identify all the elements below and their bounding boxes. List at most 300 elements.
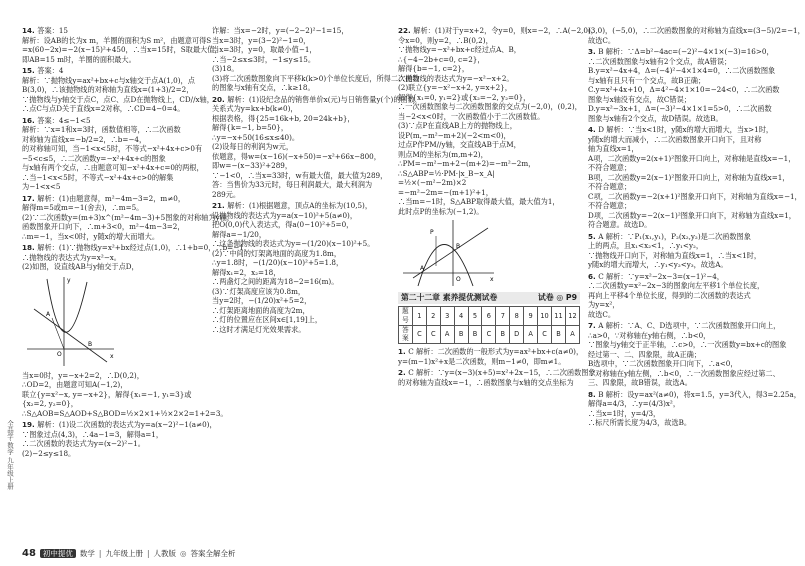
answer-line: [22, 116, 200, 126]
question-number: 2.: [398, 368, 409, 378]
answer-line: [398, 357, 580, 367]
answer-text: =−m²−2m=−(m+1)²+1，: [398, 187, 493, 197]
answer-line: [22, 173, 200, 183]
answer-line: [212, 36, 392, 46]
answer-line: [588, 291, 782, 301]
answer-text: 故选C。: [588, 35, 616, 45]
answer-line: [22, 26, 200, 36]
answer-line: [398, 197, 580, 207]
answer-line: [398, 140, 580, 150]
answer-text: 上的两点，且x₁<x₂<1，∴y₁<y₂，: [588, 241, 704, 250]
answer-text: (2)设每日的利润为w元，: [212, 142, 294, 151]
answer-table-cell: 答案: [399, 325, 413, 343]
answer-line: [22, 104, 200, 114]
answer-text: ∴灯架距离地面的高度为2m，: [212, 305, 310, 315]
answer-line: [22, 203, 200, 213]
answer-text: ∴S△ABP=½·PM·|x_B−x_A|: [398, 168, 495, 178]
answer-text: 把O(0,0)代入表达式，得a(0−10)²+5=0，: [212, 220, 354, 229]
answer-line: [22, 194, 200, 204]
answer-item: [22, 420, 217, 458]
footer-separator: |: [98, 548, 102, 558]
answer-text: ∴a>0，∵对称轴在y轴右侧，∴b<0，: [588, 330, 711, 340]
svg-text:A: A: [46, 310, 51, 318]
svg-text:x: x: [110, 352, 114, 360]
answer-line: [212, 26, 392, 36]
answer-text: 根据表格，得{25=16k+b, 20=24k+b}，: [212, 113, 355, 123]
answer-line: [22, 439, 200, 449]
answer-text: ∵对称轴在y轴左侧，∴b<0，∴一次函数图象应经过第二、: [588, 368, 780, 378]
answer-item: [588, 26, 805, 45]
answer-line: [22, 390, 200, 400]
answer-line: [22, 420, 217, 430]
answer-line: [22, 212, 234, 223]
answer-line: [212, 161, 392, 171]
answer-text: 答案：4: [37, 66, 64, 75]
question-number: 5.: [588, 231, 599, 241]
answer-text: ∴二次函数图象与x轴有2个交点，故A错误；: [588, 56, 732, 66]
answer-text: ∴y=1.8时，−(1/20)(x−10)²+5=1.8，: [212, 258, 344, 267]
answer-table-cell: 1: [412, 307, 426, 325]
answer-text: 解析：(1)设二次函数的表达式为y=a(x−2)²−1(a≠0)，: [37, 420, 217, 429]
answer-line: [398, 26, 598, 36]
answer-line: [588, 153, 796, 164]
footer-separator: ◎: [179, 548, 187, 558]
answer-table-cell: 11: [552, 307, 566, 325]
answer-line: [212, 296, 392, 306]
answer-item: [22, 370, 228, 419]
question-number: 18.: [22, 243, 38, 252]
answer-text: 再向上平移4个单位长度，得到的二次函数的表达式: [588, 290, 751, 300]
answer-text: ∴当x=1时，y=4/3，: [588, 408, 661, 418]
answer-text: ∴点C与点D关于直线x=2对称，∴CD=4−0=4。: [22, 104, 185, 113]
answer-text: D项，二次函数y=−2(x−1)²图象开口向下，对称轴为直线x=1，: [588, 210, 796, 220]
answer-line: [398, 169, 580, 179]
answer-text: 答：当售价为33元时，每日利润最大，最大利润为: [212, 180, 373, 189]
answer-line: [212, 171, 392, 181]
answer-line: [588, 144, 782, 154]
answer-item: [588, 321, 787, 388]
footer-separator: |: [146, 548, 150, 558]
parabola-figure-22: [398, 218, 580, 288]
question-number: 4.: [588, 125, 599, 134]
answer-text: 过点P作PM//y轴，交直线AB于点M，: [398, 140, 521, 149]
answer-line: [588, 172, 790, 183]
answer-text: 即AB=15 m时，羊圈的面积最大。: [22, 54, 136, 64]
answer-line: [398, 368, 596, 378]
answer-line: [212, 114, 392, 124]
page-number: 48: [22, 547, 36, 559]
answer-table-cell: B: [468, 325, 482, 343]
answer-text: ∵图象与y轴交于正半轴，∴c>0，∴一次函数y=bx+c的图象: [588, 340, 787, 349]
answer-text: 解析：(1)∵抛物线y=x²+bx经过点(1,0)，∴1+b=0，∴b=−1，: [37, 243, 251, 252]
answer-table-cell: 6: [482, 307, 496, 325]
answer-line: [588, 409, 782, 419]
answer-table: [398, 306, 580, 344]
answer-line: [588, 191, 802, 202]
answer-text: 为−1<x<5: [22, 182, 61, 191]
answer-text: 联立{y=x²−x, y=−x+2}，解得{x₁=−1, y₁=3}或: [22, 389, 192, 399]
svg-text:B: B: [88, 340, 93, 348]
answer-table-cell: 4: [454, 307, 468, 325]
answer-line: [588, 66, 782, 76]
answer-text: 诈解：当x=−2时，y=(−2−2)²−1=15，: [212, 26, 349, 35]
answer-text: 解得a=4/3，∴y=(4/3)x²，: [588, 399, 681, 408]
answer-line: [22, 232, 200, 242]
answer-text: 三、四象限，故B错误，故选A。: [588, 378, 692, 387]
answer-text: ∴二次函数y=x²−2x−3的图象向左平移1个单位长度，: [588, 281, 765, 290]
answer-line: [212, 325, 392, 335]
answer-text: 经过第一、二、四象限，故A正确；: [588, 349, 702, 359]
answer-table-cell: C: [538, 325, 552, 343]
answer-text: ∵抛物线开口向下，对称轴为直线x=1，∴当x<1时，: [588, 250, 762, 260]
answer-item: [398, 347, 584, 366]
answer-text: ∴OD=2，由题意可知A(−1,2)，: [22, 380, 128, 389]
answer-text: 令x=0，则y=2，∴B(0,2)，: [398, 35, 493, 45]
answer-text: D 解析：∵当x<1时，y随x的增大而增大，当x>1时，: [598, 125, 774, 134]
answer-text: 关系式为y=kx+b(k≠0)，: [212, 104, 298, 113]
answer-line: [22, 154, 200, 164]
answer-text: B选项中，∵二次函数图象开口向下，∴a<0，: [588, 359, 738, 368]
svg-text:B: B: [456, 243, 461, 250]
answer-table-cell: 12: [565, 307, 579, 325]
answer-line: [22, 262, 200, 272]
answer-line: [588, 272, 782, 282]
answer-line: [398, 188, 580, 198]
graph-figure: [398, 218, 498, 288]
answer-line: [212, 45, 392, 55]
col3-items-bottom: [398, 347, 596, 387]
answer-text: ∴PM=−m²−m+2−(m+2)=−m²−2m，: [398, 159, 536, 168]
answer-line: [398, 93, 580, 103]
answer-line: [22, 35, 212, 46]
answer-line: [22, 371, 200, 381]
answer-line: [588, 47, 782, 57]
question-number: 8.: [588, 389, 599, 399]
answer-item: [398, 368, 596, 387]
answer-text: 不符合题意；: [588, 201, 632, 210]
section-title: 第二十二章 素养提优测试卷: [401, 293, 498, 302]
answer-text: 289元。: [212, 189, 241, 199]
answer-line: [212, 287, 392, 297]
question-number: 17.: [22, 193, 38, 203]
answer-table-cell: C: [482, 325, 496, 343]
svg-text:O: O: [57, 350, 62, 358]
answer-text: (3)∵点P在直线AB上方的抛物线上，: [398, 121, 517, 130]
answer-table-cell: 8: [510, 307, 524, 325]
answer-text: 当x=3时，y=(3−2)²−1=0，: [212, 35, 311, 45]
answer-text: 当x=3时，y=0，取最小值−1，: [212, 45, 317, 54]
answer-line: [22, 55, 200, 65]
answer-line: [588, 182, 782, 192]
answer-item: [22, 66, 214, 114]
answer-line: [398, 347, 584, 357]
answer-text: (3)18。: [212, 64, 239, 73]
answer-item: [212, 201, 392, 334]
answer-text: B项，二次函数y=2(x−1)²图象开口向上，对称轴为直线x=1，: [588, 172, 790, 182]
answer-text: 设P(m,−m²−m+2)(−2<m<0)，: [398, 130, 511, 140]
answer-line: [212, 239, 392, 249]
answer-text: (2)如图，设直线AB与y轴交于点D，: [22, 262, 139, 271]
answer-line: [398, 45, 580, 55]
answer-text: C.y=x²+4x+10，Δ=4²−4×1×10=−24<0，∴二次函数: [588, 85, 780, 94]
answer-table-cell: A: [565, 325, 579, 343]
answer-text: 答案：15: [37, 26, 68, 35]
answer-text: 解得{k=−1, b=50}，: [212, 123, 289, 132]
answer-text: 设抛物线的表达式为y=a(x−10)²+5(a≠0)，: [212, 210, 358, 220]
answer-table-cell: A: [524, 325, 538, 343]
answer-item: [588, 272, 782, 320]
answer-line: [588, 125, 782, 135]
answer-text: 当y=2时，−(1/20)x²+5=2，: [212, 296, 312, 305]
question-number: 22.: [398, 26, 414, 35]
answer-line: [588, 340, 787, 350]
answer-text: 当−2<x<0时，一次函数值小于二次函数值。: [398, 111, 545, 121]
answer-line: [588, 232, 782, 242]
answer-text: =x(60−2x)=−2(x−15)²+450，∴当x=15时，S取最大值，: [22, 45, 222, 54]
answer-line: [588, 85, 782, 95]
footer-note: 答案全解全析: [190, 548, 236, 558]
answer-item: [588, 47, 782, 123]
question-number: 21.: [212, 201, 228, 210]
answer-line: [22, 399, 200, 409]
answer-text: 则点M的坐标为(m,m+2)，: [398, 149, 488, 159]
answer-line: [588, 378, 782, 388]
answer-line: [212, 258, 392, 268]
answer-line: [22, 243, 251, 253]
answer-text: A项，二次函数y=2(x+1)²图象开口向上，对称轴是直线x=−1，: [588, 153, 796, 163]
brand-badge: 初中提优: [40, 549, 76, 559]
answer-line: [398, 112, 580, 122]
answer-line: [588, 95, 782, 105]
answer-line: [588, 163, 782, 173]
answer-line: [588, 201, 782, 211]
answer-table-header: [399, 307, 580, 325]
answer-line: [22, 66, 200, 76]
answer-text: 解析：(1)根据题意，顶点A的坐标为(10,5)，: [227, 201, 373, 210]
answer-item: [212, 94, 415, 200]
answer-line: [22, 380, 200, 390]
question-number: 14.: [22, 26, 38, 35]
answer-item: [588, 389, 801, 428]
answer-text: 函数图象开口向下，∴m+3<0，m²−4m−3=2，: [22, 222, 185, 231]
svg-text:y: y: [67, 276, 71, 284]
answer-line: [22, 222, 200, 232]
answer-text: ∴S△AOB=S△AOD+S△BOD=½×2×1+½×2×2=1+2=3。: [22, 408, 228, 418]
answer-line: [212, 133, 392, 143]
svg-text:x: x: [490, 276, 494, 283]
answer-text: ∴{−4−2b+c=0, c=2}，: [398, 54, 485, 64]
question-number: 1.: [398, 347, 409, 357]
answer-line: [212, 211, 392, 221]
answer-line: [588, 251, 782, 261]
answer-text: 与x轴有两个交点，∴由题意可知−x²+4x+c=0的两根，: [22, 163, 204, 172]
answer-line: [22, 85, 200, 95]
section-header: [398, 292, 580, 304]
graph-figure: [22, 274, 117, 369]
column-3: [398, 26, 598, 389]
answer-table-cell: 5: [468, 307, 482, 325]
answer-line: [588, 350, 782, 360]
answer-line: [398, 83, 580, 93]
answer-text: 答案：4≤−1<5: [37, 115, 91, 125]
answer-line: [398, 102, 580, 112]
answer-text: y随x的增大而增大，∴y₁<y₂<y₃，故选A。: [588, 260, 728, 269]
answer-table-cell: C: [426, 325, 440, 343]
answer-text: 与x轴有且只有一个交点，故B正确；: [588, 75, 706, 85]
answer-text: 符合题意。故选D。: [588, 220, 652, 229]
answer-line: [212, 180, 392, 190]
answer-text: 解得{b=−1, c=2}，: [398, 64, 470, 73]
answer-line: [588, 369, 782, 379]
answer-text: 不符合题意；: [588, 182, 632, 191]
answer-text: 故选C。: [588, 309, 616, 319]
answer-table-cell: B: [552, 325, 566, 343]
footer-subject: 数学: [79, 548, 95, 558]
answer-line: [588, 220, 782, 230]
answer-text: ∴当−2≤x≤3时，−1≤y≤15。: [212, 54, 316, 64]
answer-text: B(3,0)，∴该抛物线的对称轴为直线x=(1+3)/2=2，: [22, 85, 194, 94]
answer-line: [398, 55, 580, 65]
answer-line: [22, 125, 200, 135]
answer-text: ∴当m=−1时，S△ABP取得最大值，最大值为1，: [398, 197, 560, 206]
answer-line: [588, 399, 782, 409]
answer-text: 解得a=−1/20，: [212, 229, 267, 239]
answer-text: 解析：设AB的长为x m，羊圈的面积为S m²，由题意可得S: [22, 35, 212, 45]
answer-text: 解析：∵抛物线y=ax²+bx+c与x轴交于点A(1,0)，点: [22, 75, 195, 85]
answer-text: ∴抛物线的表达式为y=x²−x。: [22, 252, 121, 262]
answer-line: [588, 135, 782, 145]
answer-table-cell: 10: [538, 307, 552, 325]
answer-text: D.y=x²−3x+1，Δ=(−3)²−4×1×1=5>0，∴二次函数: [588, 104, 772, 113]
question-number: 20.: [212, 94, 228, 104]
answer-line: [588, 389, 801, 400]
answer-line: [398, 36, 580, 46]
answer-line: [212, 94, 415, 105]
answer-text: ∴这时才满足灯光效果需求。: [212, 324, 306, 334]
answer-text: (2)∵二次函数y=(m+3)x^(m²−4m−3)+5图象的对称轴为y轴，: [22, 212, 234, 222]
answer-text: 的对称轴可知，当−1<x<5时，不等式−x²+4x+c>0有: [22, 144, 203, 153]
answer-text: 当x=0时，y=−x+2=2，∴D(0,2)，: [22, 370, 144, 380]
answer-line: [212, 55, 392, 65]
answer-text: ∵−1<0，∴当x=33时，w有最大值，最大值为289，: [212, 170, 388, 180]
answer-line: [212, 315, 392, 325]
answer-line: [398, 159, 580, 169]
answer-line: [22, 408, 228, 419]
answer-line: [212, 123, 392, 133]
answer-line: [22, 144, 203, 154]
answer-line: [22, 182, 200, 192]
answer-line: [588, 36, 782, 46]
answer-line: [22, 135, 200, 145]
answer-line: [398, 121, 580, 131]
answer-line: [22, 253, 200, 263]
answer-text: 的图象与x轴有交点，∴k≥18。: [212, 83, 315, 92]
svg-text:A: A: [420, 265, 425, 272]
question-number: 7.: [588, 321, 599, 330]
answer-line: [212, 268, 392, 278]
answer-text: ∴m=−1，当x<0时，y随x的增大而增大。: [22, 231, 160, 241]
footer-edition: 人教版: [153, 548, 176, 558]
answer-item: [22, 26, 222, 64]
answer-line: [398, 378, 580, 388]
answer-line: [212, 83, 392, 93]
answer-text: C项，二次函数y=−2(x+1)²图象开口向下，对称轴为直线x=−1，: [588, 191, 802, 201]
answer-text: 图象与x轴没有交点，故C错误；: [588, 94, 691, 104]
answer-item: [588, 125, 802, 230]
answer-table-cell: 3: [440, 307, 454, 325]
answer-line: [22, 45, 222, 55]
answer-table-cell: A: [440, 325, 454, 343]
svg-text:O: O: [456, 276, 461, 283]
answer-text: C 解析：∵y=(x−3)(x+5)=x²+2x−15，∴二次函数图象: [408, 368, 596, 378]
answer-line: [588, 114, 782, 124]
answer-text: 解得{x₁=0, y₁=2}或{x₂=−2, y₂=0}，: [398, 92, 531, 102]
answer-table-row: [399, 325, 580, 343]
answer-table-cell: 7: [496, 307, 510, 325]
question-number: 16.: [22, 115, 38, 125]
answer-text: ∴y=−x+50(16≤x≤40)。: [212, 132, 300, 142]
answer-text: ∵图象过点(4,3)，∴4a−1=3，解得a=1，: [22, 429, 164, 439]
svg-text:P: P: [430, 229, 434, 236]
answer-line: [22, 76, 200, 86]
answer-text: A 解析：∵A、C、D选项中，∵二次函数图象开口向上，: [598, 321, 781, 330]
section-ref: 试卷 ◎ P9: [538, 293, 577, 302]
answer-line: [212, 152, 392, 162]
answer-text: 此时点P的坐标为(−1,2)。: [398, 206, 484, 216]
answer-line: [212, 64, 392, 74]
answer-table-cell: 题号: [399, 307, 413, 325]
answer-line: [588, 260, 782, 270]
question-number: 15.: [22, 66, 38, 75]
answer-text: ∴这条抛物线的表达式为y=−(1/20)(x−10)²+5。: [212, 239, 375, 248]
answer-text: ∴一次函数图象与二次函数图象的交点为(−2,0)，(0,2)，: [398, 102, 582, 111]
answer-line: [398, 150, 580, 160]
col1-items-rest: [22, 370, 228, 459]
answer-line: [588, 300, 782, 310]
page-footer: [22, 547, 236, 560]
answer-text: ∵抛物线y=−x²+bx+c经过点A、B，: [398, 45, 521, 54]
answer-line: [398, 131, 580, 141]
answer-line: [398, 64, 580, 74]
answer-line: [398, 207, 580, 217]
parabola-figure-18: [22, 274, 200, 369]
answer-line: [588, 359, 782, 369]
col3-items: [398, 26, 598, 216]
answer-text: (3,0)，(−5,0)，∴二次函数图象的对称轴为直线x=(3−5)/2=−1，: [588, 26, 805, 35]
answer-text: ∴灯的位置应在区间x∈[1,19]上，: [212, 315, 323, 324]
answer-table-cell: D: [510, 325, 524, 343]
question-number: 19.: [22, 420, 38, 429]
answer-line: [588, 76, 782, 86]
answer-text: (3)∵灯架高度应该为0.8m，: [212, 286, 306, 296]
answer-text: ∵抛物线与y轴交于点C，点C、点D在抛物线上，CD//x轴，: [22, 94, 214, 104]
answer-line: [212, 220, 392, 230]
answer-item: [22, 115, 204, 192]
answer-text: 解析：∵x=1和x=3时，函数值相等，∴二次函数: [22, 125, 181, 134]
answer-text: ∴两盏灯之间的距离为18−2=16(m)。: [212, 277, 339, 286]
answer-line: [588, 210, 796, 221]
answer-line: [22, 94, 214, 105]
answer-text: ∴当−1<x<5时，不等式−x²+4x+c>0的解集: [22, 172, 174, 182]
answer-line: [22, 163, 204, 173]
answer-text: 解得x₁=2，x₂=18，: [212, 267, 281, 277]
answer-item: [22, 243, 251, 272]
answer-line: [588, 241, 782, 251]
answer-text: 解析：(1)对于y=x+2，令y=0，则x=−2，∴A(−2,0)，: [413, 26, 598, 35]
answer-text: 解得m=5或m=−1(舍去)，∴m=5。: [22, 203, 144, 212]
answer-line: [212, 230, 392, 240]
answer-text: (2)联立{y=−x²−x+2, y=x+2}，: [398, 83, 512, 92]
